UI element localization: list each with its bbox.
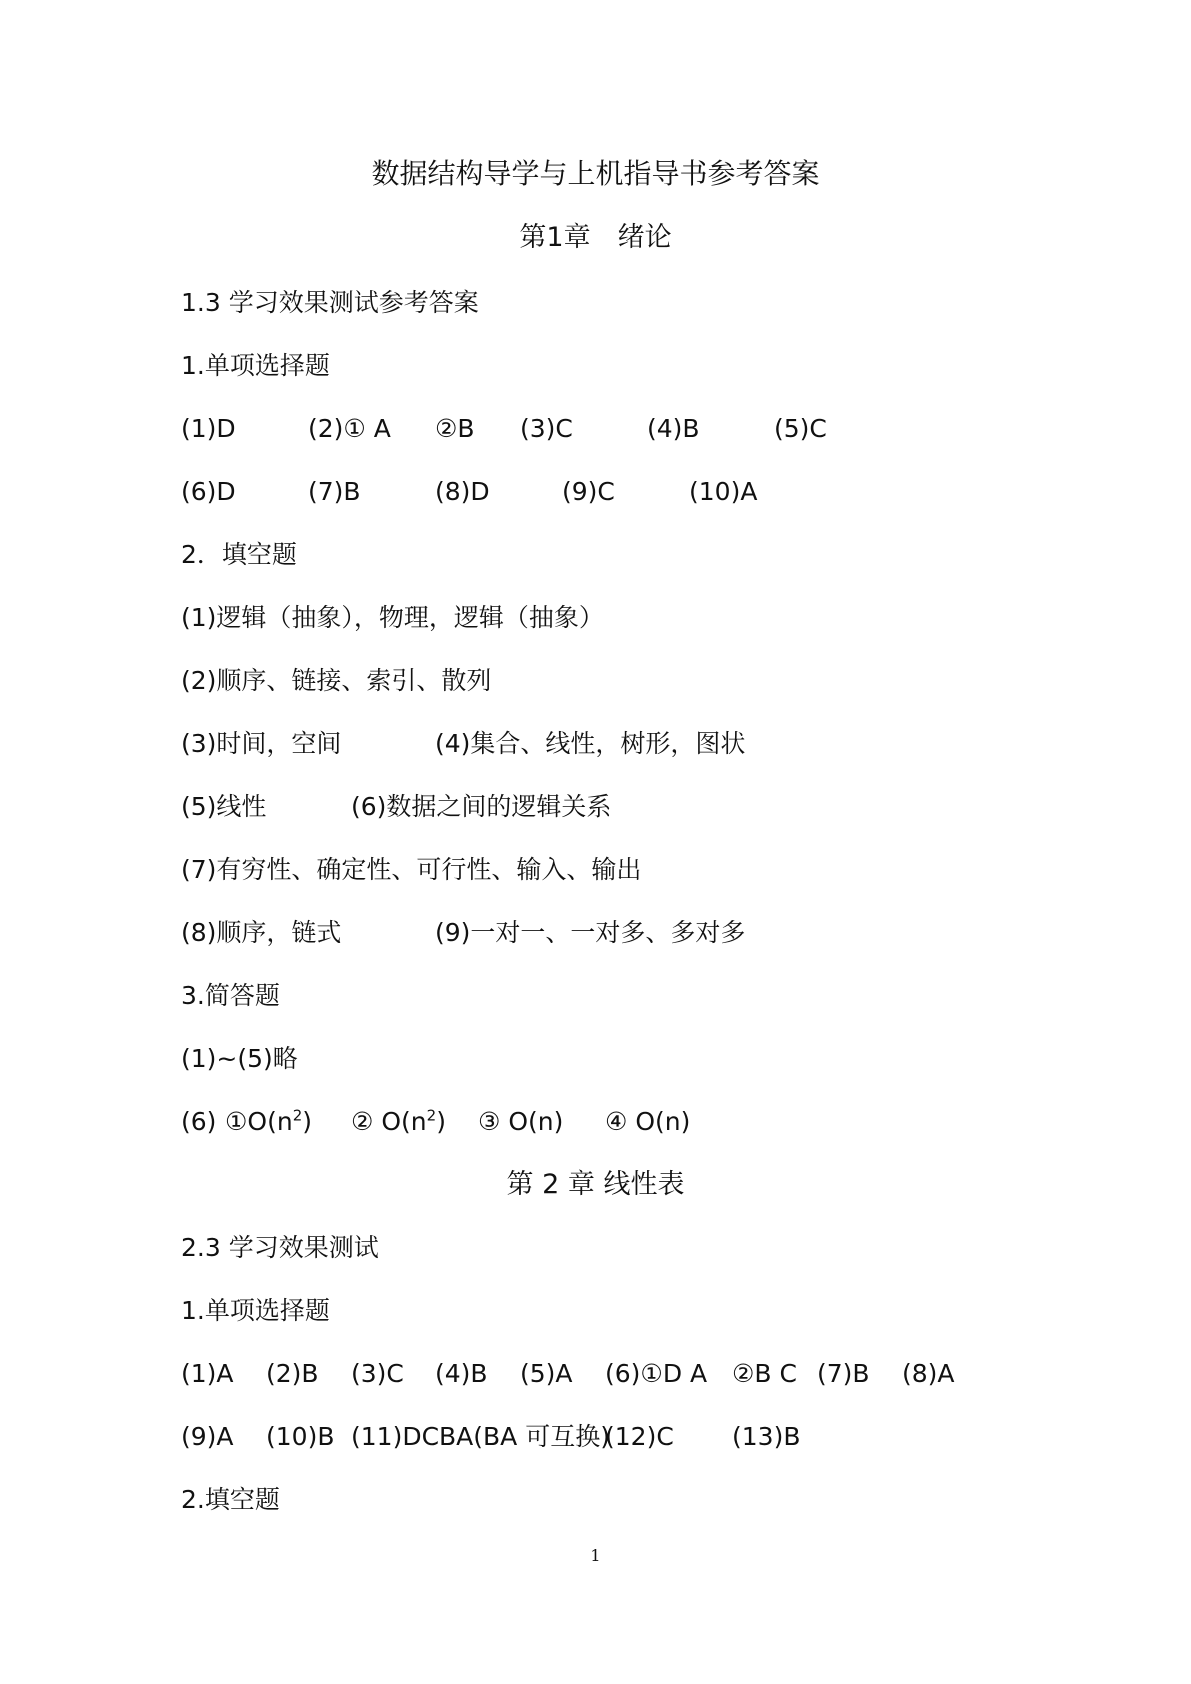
answer-item: (9)C	[562, 477, 615, 506]
ch1-fill-blank-heading: 2．填空题	[181, 540, 297, 569]
fill-answer-7: (7)有穷性、确定性、可行性、输入、输出	[181, 855, 642, 884]
answer-item: (2)B	[266, 1359, 319, 1388]
page-number: 1	[590, 1546, 601, 1565]
answer-item: (8)D	[435, 477, 490, 506]
complexity-answer-2: ② $O(n^2)$	[351, 1106, 446, 1136]
answer-item: (6)①D A	[605, 1359, 708, 1388]
answer-item: (4)集合、线性，树形，图状	[435, 729, 746, 758]
answer-item: ②B C	[732, 1359, 797, 1388]
fill-answer-row-8-9	[181, 917, 1081, 949]
ch1-single-choice-heading: 1.单项选择题	[181, 351, 330, 380]
answer-label: (6)	[181, 1107, 217, 1136]
short-answer-1-5: (1)~(5)略	[181, 1044, 298, 1073]
ch2-single-choice-heading: 1.单项选择题	[181, 1296, 330, 1325]
complexity-answer-1: $①O(n^2)$	[225, 1106, 313, 1136]
ch2-choice-row-2	[181, 1421, 1081, 1453]
answer-item: (12)C	[605, 1422, 674, 1451]
ch1-choice-row-2	[181, 476, 1081, 508]
answer-item: (5)线性	[181, 792, 267, 821]
answer-item: (13)B	[732, 1422, 801, 1451]
answer-item: (11)DCBA(BA 可互换)	[351, 1422, 610, 1451]
answer-item: (10)A	[689, 477, 758, 506]
chapter-2-title: 第 2 章 线性表	[506, 1169, 685, 1200]
answer-item: (5)A	[520, 1359, 573, 1388]
answer-item: (4)B	[435, 1359, 488, 1388]
ch2-fill-blank-heading: 2.填空题	[181, 1485, 280, 1514]
answer-item: (3)C	[520, 414, 573, 443]
answer-item: (7)B	[308, 477, 361, 506]
answer-item: (6)数据之间的逻辑关系	[351, 792, 612, 821]
complexity-answer-4: ④ O(n)	[605, 1107, 691, 1136]
answer-item: (4)B	[647, 414, 700, 443]
answer-item: ②B	[435, 414, 475, 443]
answer-item: (2)① A	[308, 414, 391, 443]
short-answer-6	[181, 1106, 1081, 1138]
ch1-short-answer-heading: 3.简答题	[181, 981, 280, 1010]
fill-answer-1: (1)逻辑（抽象），物理，逻辑（抽象）	[181, 603, 604, 632]
fill-answer-row-3-4	[181, 728, 1081, 760]
complexity-answer-3: ③ O(n)	[478, 1107, 564, 1136]
answer-item: (1)D	[181, 414, 236, 443]
answer-item: (3)时间，空间	[181, 729, 342, 758]
document-title: 数据结构导学与上机指导书参考答案	[371, 157, 820, 190]
section-2-3-heading: 2.3 学习效果测试	[181, 1233, 379, 1262]
answer-item: (3)C	[351, 1359, 404, 1388]
answer-item: (10)B	[266, 1422, 335, 1451]
answer-item: (5)C	[774, 414, 827, 443]
answer-item: (6)D	[181, 477, 236, 506]
section-1-3-heading: 1.3 学习效果测试参考答案	[181, 288, 479, 317]
fill-answer-2: (2)顺序、链接、索引、散列	[181, 666, 492, 695]
answer-item: (7)B	[817, 1359, 870, 1388]
ch2-choice-row-1	[181, 1358, 1081, 1390]
answer-item: (8)A	[902, 1359, 955, 1388]
chapter-1-title: 第1章 绪论	[519, 222, 672, 253]
answer-item: (9)一对一、一对多、多对多	[435, 918, 746, 947]
answer-item: (1)A	[181, 1359, 234, 1388]
ch1-choice-row-1	[181, 413, 1081, 445]
answer-item: (9)A	[181, 1422, 234, 1451]
answer-item: (8)顺序，链式	[181, 918, 342, 947]
fill-answer-row-5-6	[181, 791, 1081, 823]
